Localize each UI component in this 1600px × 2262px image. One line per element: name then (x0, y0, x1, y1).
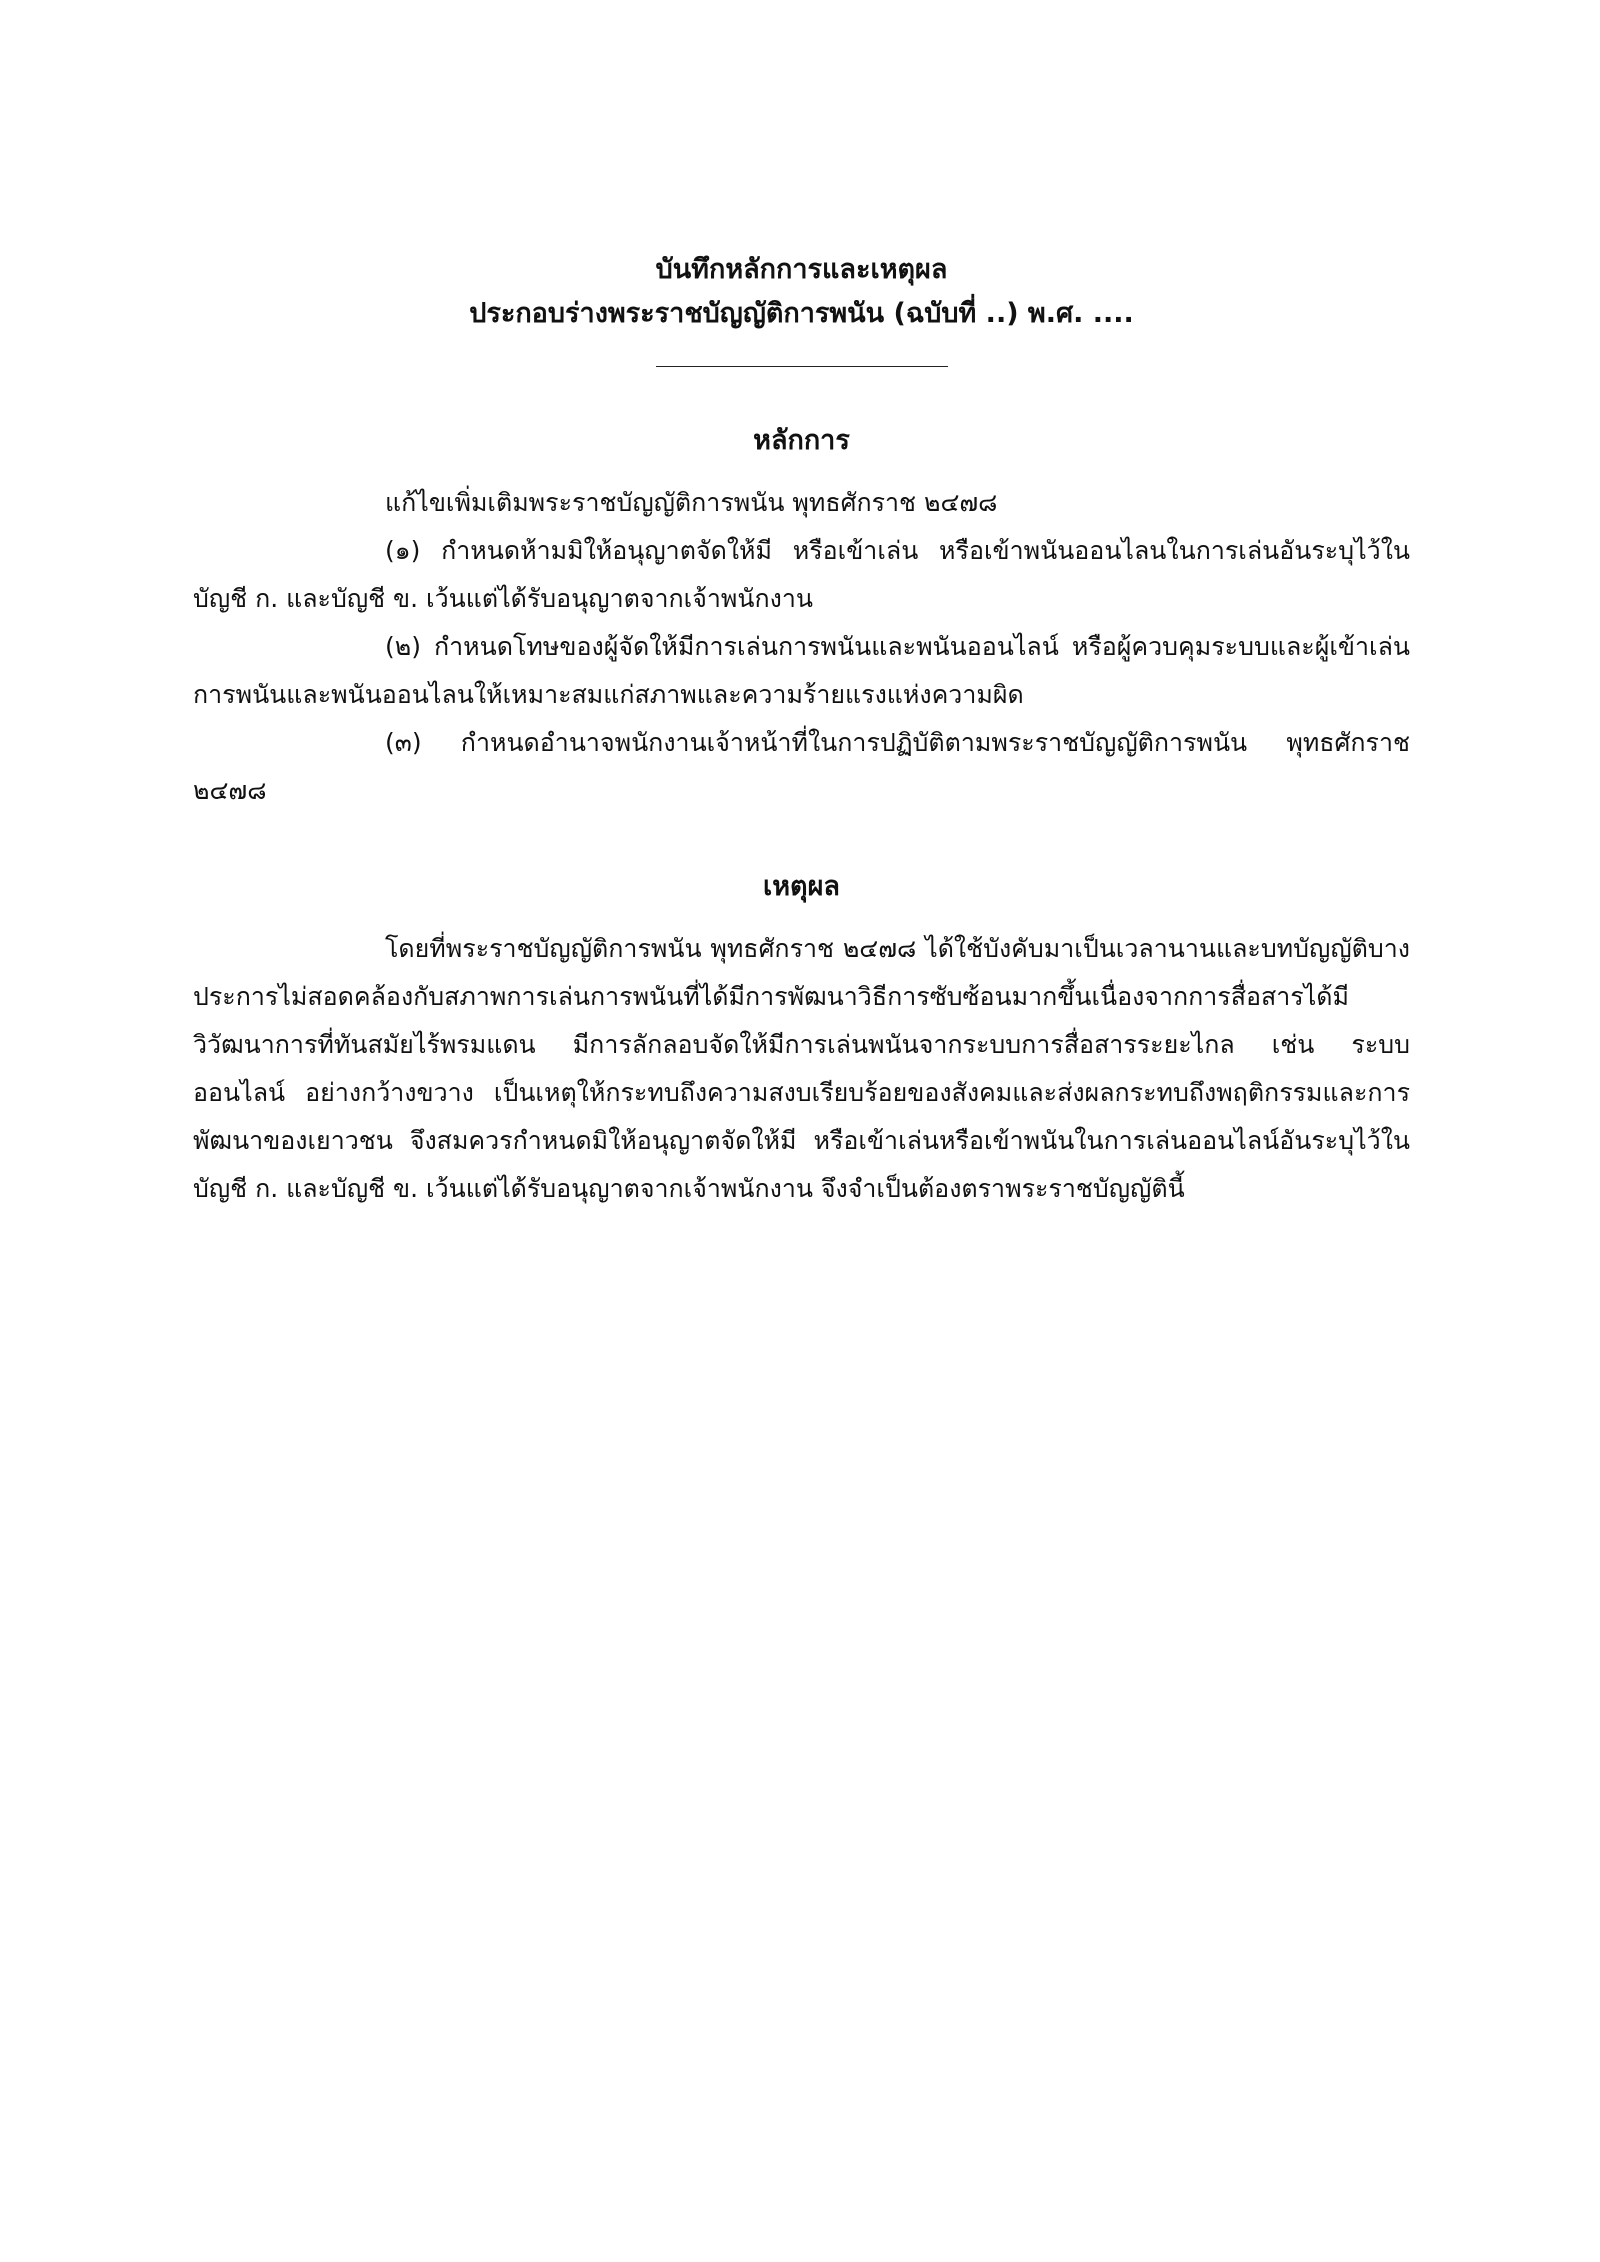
principles-heading: หลักการ (753, 425, 850, 456)
principles-item-3: (๓) กำหนดอำนาจพนักงานเจ้าหน้าที่ในการปฏิบัติตามพระราชบัญญัติการพนัน พุทธศักราช ๒๔๗๘ (193, 728, 1410, 805)
title-divider (656, 366, 948, 367)
principles-intro-paragraph: แก้ไขเพิ่มเติมพระราชบัญญัติการพนัน พุทธศักราช ๒๔๗๘ (385, 488, 998, 517)
reasons-heading: เหตุผล (763, 871, 840, 902)
reasons-paragraph: โดยที่พระราชบัญญัติการพนัน พุทธศักราช ๒๔๗๘ ได้ใช้บังคับมาเป็นเวลานานและบทบัญญัติบางประการไม่สอดคล้องกับสภาพการเล่นการพนันที่ได้มีการพัฒนาวิธีการซับซ้อนมากขึ้นเนื่องจากการสื่อสารได้มีวิวัฒนาการที่ทันสมัยไร้พรมแดน มีการลักลอบจัดให้มีการเล่นพนันจากระบบการสื่อสารระยะไกล เช่น ระบบออนไลน์ อย่างกว้างขวาง เป็นเหตุให้กระทบถึงความสงบเรียบร้อยของสังคมและส่งผลกระทบถึงพฤติกรรมและการพัฒนาของเยาวชน จึงสมควรกำหนดมิให้อนุญาตจัดให้มี หรือเข้าเล่นหรือเข้าพนันในการเล่นออนไลน์อันระบุไว้ในบัญชี ก. และบัญชี ข. เว้นแต่ได้รับอนุญาตจากเจ้าพนักงาน จึงจำเป็นต้องตราพระราชบัญญัตินี้ (193, 934, 1410, 1203)
document-title-line2: ประกอบร่างพระราชบัญญัติการพนัน (ฉบับที่ ..) พ.ศ. .... (469, 298, 1134, 329)
document-title-line1: บันทึกหลักการและเหตุผล (655, 254, 948, 285)
document-page (193, 248, 1410, 1213)
principles-item-1: (๑) กำหนดห้ามมิให้อนุญาตจัดให้มี หรือเข้าเล่น หรือเข้าพนันออนไลนในการเล่นอันระบุไว้ในบัญชี ก. และบัญชี ข. เว้นแต่ได้รับอนุญาตจากเจ้าพนักงาน (193, 536, 1410, 613)
principles-item-2: (๒) กำหนดโทษของผู้จัดให้มีการเล่นการพนันและพนันออนไลน์ หรือผู้ควบคุมระบบและผู้เข้าเล่นการพนันและพนันออนไลนให้เหมาะสมแก่สภาพและความร้ายแรงแห่งความผิด (193, 632, 1410, 709)
